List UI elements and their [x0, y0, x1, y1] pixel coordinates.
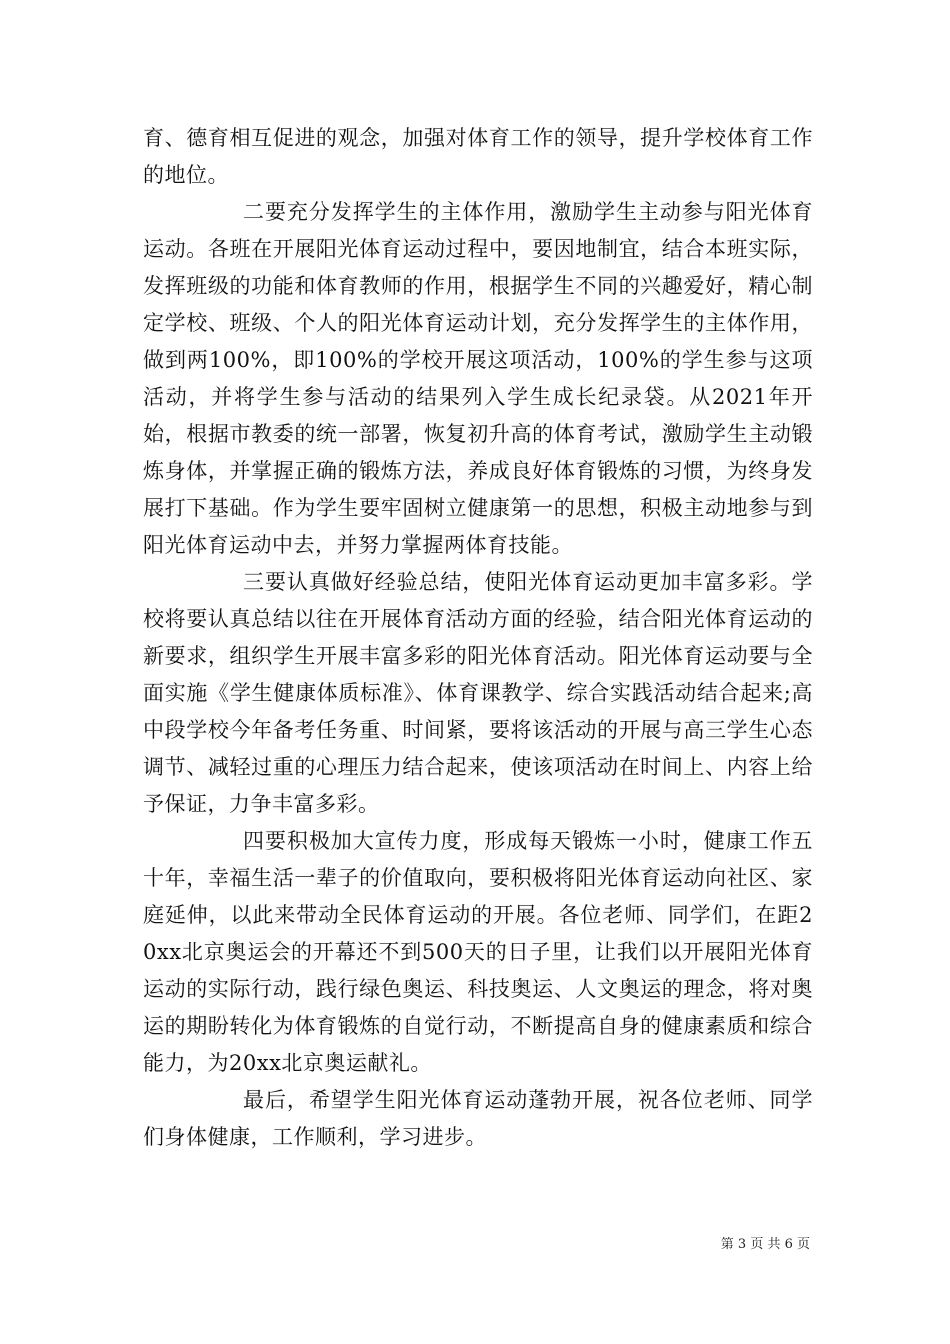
paragraph-3: 三要认真做好经验总结，使阳光体育运动更加丰富多彩。学校将要认真总结以往在开展体育活动方面的经验，结合阳光体育运动的新要求，组织学生开展丰富多彩的阳光体育活动。阳光体育运动要与全面实施《学生健康体质标准》、体育课教学、综合实践活动结合起来;高中段学校今年备考任务重、时间紧，要将该活动的开展与高三学生心态调节、减轻过重的心理压力结合起来，使该项活动在时间上、内容上给予保证，力争丰富多彩。: [143, 570, 813, 816]
page-number-footer: 第 3 页 共 6 页: [720, 1237, 810, 1252]
paragraph-1: 育、德育相互促进的观念，加强对体育工作的领导，提升学校体育工作的地位。: [143, 126, 813, 187]
paragraph-4: 四要积极加大宣传力度，形成每天锻炼一小时，健康工作五十年，幸福生活一辈子的价值取向，要积极将阳光体育运动向社区、家庭延伸，以此来带动全民体育运动的开展。各位老师、同学们，在距20xx北京奥运会的开幕还不到500天的日子里，让我们以开展阳光体育运动的实际行动，践行绿色奥运、科技奥运、人文奥运的理念，将对奥运的期盼转化为体育锻炼的自觉行动，不断提高自身的健康素质和综合能力，为20xx北京奥运献礼。: [143, 829, 813, 1075]
paragraph-2: 二要充分发挥学生的主体作用，激励学生主动参与阳光体育运动。各班在开展阳光体育运动过程中，要因地制宜，结合本班实际，发挥班级的功能和体育教师的作用，根据学生不同的兴趣爱好，精心制定学校、班级、个人的阳光体育运动计划，充分发挥学生的主体作用，做到两100%，即100%的学校开展这项活动，100%的学生参与这项活动，并将学生参与活动的结果列入学生成长纪录袋。从2021年开始，根据市教委的统一部署，恢复初升高的体育考试，激励学生主动锻炼身体，并掌握正确的锻炼方法，养成良好体育锻炼的习惯，为终身发展打下基础。作为学生要牢固树立健康第一的思想，积极主动地参与到阳光体育运动中去，并努力掌握两体育技能。: [143, 200, 813, 557]
paragraph-5: 最后，希望学生阳光体育运动蓬勃开展，祝各位老师、同学们身体健康，工作顺利，学习进步。: [143, 1088, 813, 1149]
document-body: [143, 120, 813, 1156]
